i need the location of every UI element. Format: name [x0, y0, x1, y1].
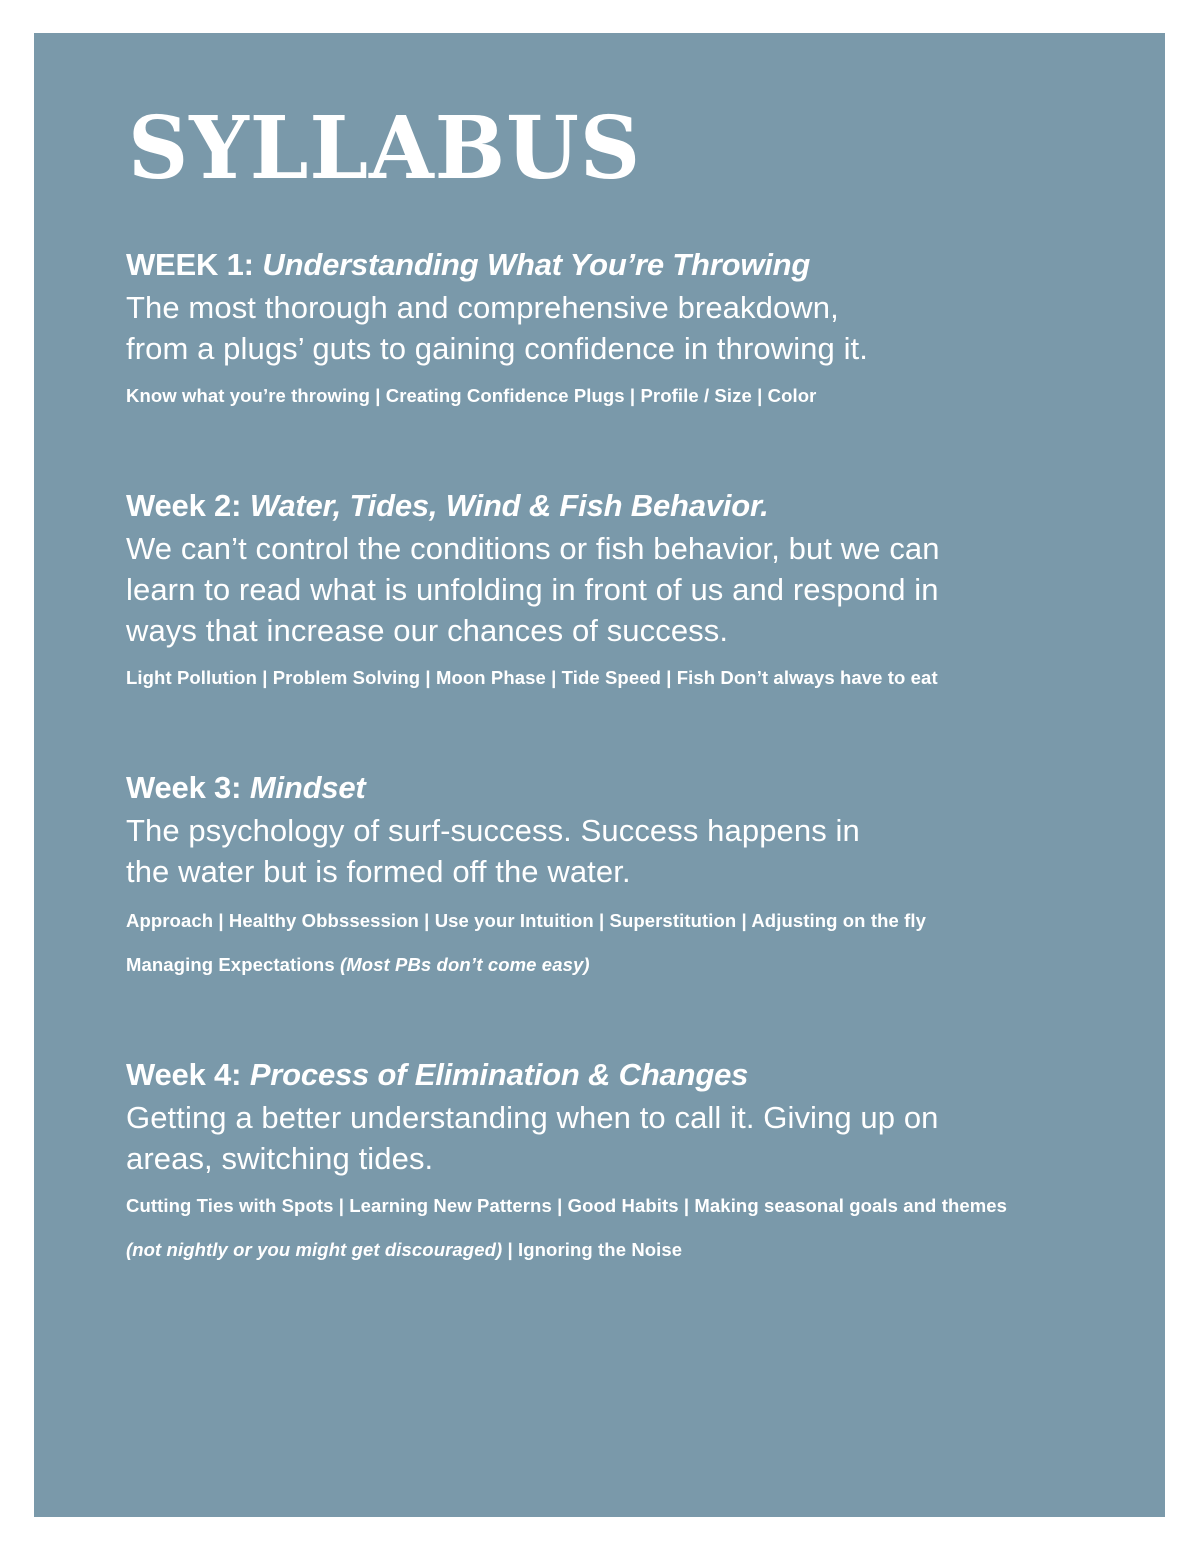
week-label: WEEK 1:	[126, 246, 254, 282]
week-topics	[126, 906, 1101, 980]
week-topics-emphasis: (not nightly or you might get discouraged)	[126, 1238, 503, 1260]
week-list	[126, 246, 1101, 1265]
week-description-line: The most thorough and comprehensive breakdown,	[126, 289, 839, 325]
week-topics-text: Know what you’re throwing | Creating Confidence Plugs | Profile / Size | Color	[126, 384, 817, 406]
week-topics-text: Managing Expectations	[126, 953, 340, 975]
week-topics-line	[126, 1191, 1101, 1221]
week-block	[126, 1056, 1101, 1265]
week-description-line: from a plugs’ guts to gaining confidence in throwing it.	[126, 330, 868, 366]
week-title: Understanding What You’re Throwing	[262, 246, 811, 282]
week-topics-line	[126, 1235, 1101, 1265]
week-topics	[126, 381, 1101, 411]
week-description-line: ways that increase our chances of success.	[126, 612, 729, 648]
week-label: Week 2:	[126, 487, 242, 523]
week-topics-text: Approach | Healthy Obbssession | Use your Intuition | Superstitution | Adjusting on the fly	[126, 909, 927, 931]
week-description-line: areas, switching tides.	[126, 1140, 434, 1176]
week-label: Week 3:	[126, 769, 242, 805]
week-description	[126, 810, 1101, 892]
week-block	[126, 769, 1101, 980]
week-heading	[126, 769, 1101, 807]
week-topics-line	[126, 950, 1101, 980]
week-description	[126, 528, 1101, 651]
week-description-line: We can’t control the conditions or fish behavior, but we can	[126, 530, 940, 566]
week-topics-emphasis: (Most PBs don’t come easy)	[339, 953, 590, 975]
week-topics-line	[126, 906, 1101, 936]
week-title: Mindset	[249, 769, 366, 805]
week-block	[126, 246, 1101, 411]
week-description	[126, 1097, 1101, 1179]
week-description-line: the water but is formed off the water.	[126, 853, 631, 889]
week-title: Process of Elimination & Changes	[249, 1056, 749, 1092]
week-label: Week 4:	[126, 1056, 242, 1092]
week-heading	[126, 487, 1101, 525]
week-topics-line	[126, 381, 1101, 411]
week-topics-line	[126, 663, 1101, 693]
week-description-line: Getting a better understanding when to call it. Giving up on	[126, 1099, 939, 1135]
week-topics-text: Cutting Ties with Spots | Learning New Patterns | Good Habits | Making seasonal goals and themes	[126, 1194, 1008, 1216]
week-heading	[126, 246, 1101, 284]
page-title: SYLLABUS	[128, 98, 642, 199]
week-description-line: learn to read what is unfolding in front of us and respond in	[126, 571, 939, 607]
week-topics	[126, 663, 1101, 693]
week-description	[126, 287, 1101, 369]
week-topics	[126, 1191, 1101, 1265]
week-description-line: The psychology of surf-success. Success happens in	[126, 812, 860, 848]
syllabus-panel	[34, 33, 1165, 1517]
week-title: Water, Tides, Wind & Fish Behavior.	[249, 487, 769, 523]
week-block	[126, 487, 1101, 693]
week-topics-text: Light Pollution | Problem Solving | Moon Phase | Tide Speed | Fish Don’t always have to eat	[126, 666, 938, 688]
syllabus-content	[126, 98, 1101, 1265]
week-heading	[126, 1056, 1101, 1094]
week-topics-text: | Ignoring the Noise	[502, 1238, 683, 1260]
